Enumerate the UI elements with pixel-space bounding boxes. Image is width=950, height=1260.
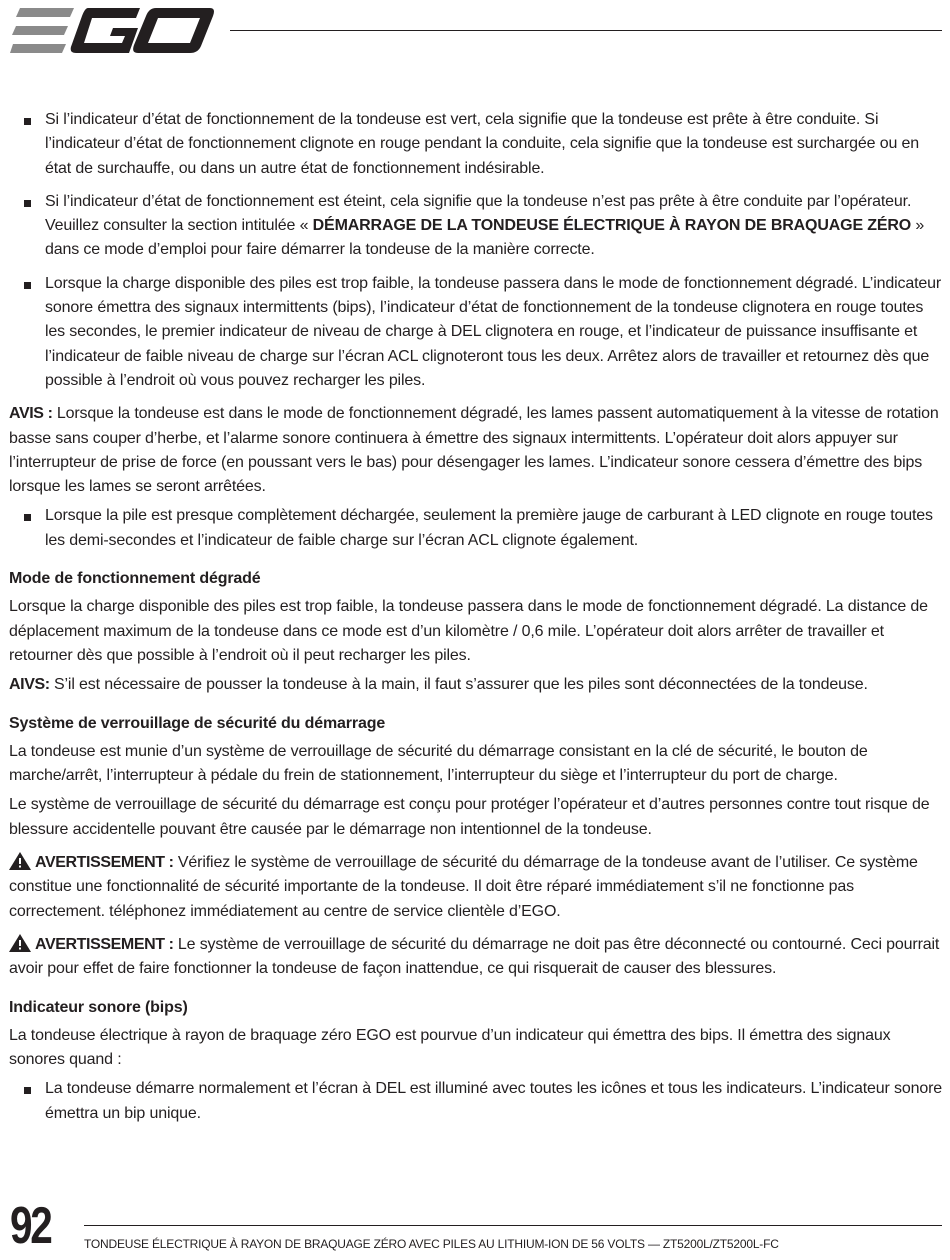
section-heading: Indicateur sonore (bips)	[9, 998, 188, 1016]
avis-note: AIVS: S’il est nécessaire de pousser la tondeuse à la main, il faut s’assurer que les piles sont déconnectées de la tondeuse.	[9, 676, 868, 694]
avis-note: AVIS : Lorsque la tondeuse est dans le mode de fonctionnement dégradé, les lames passent automatiquement à la vitesse de rotation basse sans couper d’herbe, et l’alarme sonore continuera à émettre des signaux intermittents. L’opérateur doit alors appuyer sur l’interrupteur de prise de force (en poussant vers le bas) pour désengager les lames. L’indicateur sonore cessera d’émettre des bips lorsque les lames se seront arrêtées.	[9, 405, 939, 496]
ego-logo	[10, 8, 214, 54]
header-divider	[230, 30, 942, 31]
paragraph: La tondeuse est munie d’un système de verrouillage de sécurité du démarrage consistant en la clé de sécurité, le bouton de marche/arrêt, l’interrupteur à pédale du frein de stationnement, l’interrupteur du siège et l’interrupteur du port de charge.	[9, 742, 868, 785]
paragraph: Le système de verrouillage de sécurité du démarrage est conçu pour protéger l’opérateur et d’autres personnes contre tout risque de blessure accidentelle pouvant être causée par le démarrage non intentionnel de la tondeuse.	[9, 796, 930, 838]
warning-triangle-icon	[9, 852, 31, 870]
paragraph: Lorsque la charge disponible des piles est trop faible, la tondeuse passera dans le mode de fonctionnement dégradé. La distance de déplacement maximum de la tondeuse dans ce mode est d’un kilomètre / 0,6 mile. L’opérateur doit alors arrêter de travailler et retourner dès que possible à l’endroit où il peut recharger les piles.	[9, 598, 928, 664]
page-number: 92	[10, 1197, 51, 1255]
avis-label: AVIS :	[9, 405, 53, 423]
list-item: La tondeuse démarre normalement et l’écran à DEL est illuminé avec toutes les icônes et tous les indicateurs. L’indicateur sonore émettra un bip unique.	[9, 1077, 943, 1126]
section-heading: Système de verrouillage de sécurité du démarrage	[9, 714, 386, 732]
page-content	[9, 108, 943, 1126]
page-header	[0, 0, 950, 60]
footer-divider	[84, 1225, 942, 1226]
list-item: Si l’indicateur d’état de fonctionnement est éteint, cela signifie que la tondeuse n’est pas prête à être conduite par l’opérateur. Veuillez consulter la section intitulée « DÉMARRAGE DE LA TONDEUSE ÉLECTRIQUE À RAYON DE BRAQUAGE ZÉRO » dans ce mode d’emploi pour faire démarrer la tondeuse de la manière correcte.	[9, 190, 943, 263]
footer-title: TONDEUSE ÉLECTRIQUE À RAYON DE BRAQUAGE ZÉRO AVEC PILES AU LITHIUM-ION DE 56 VOLTS — ZT5200L/ZT5200L-FC	[84, 1237, 779, 1251]
list-item: Lorsque la charge disponible des piles est trop faible, la tondeuse passera dans le mode de fonctionnement dégradé. L’indicateur sonore émettra des signaux intermittents (bips), l’indicateur d’état de fonctionnement de la tondeuse clignotera en rouge toutes les secondes, le premier indicateur de niveau de charge à DEL clignotera en rouge, et l’indicateur de puissance insuffisante et l’indicateur de faible niveau de charge sur l’écran ACL clignoteront tous les deux. Arrêtez alors de travailler et retournez dès que possible à l’endroit où vous pouvez recharger les piles.	[9, 272, 943, 393]
warning-triangle-icon	[9, 934, 31, 952]
warning-label: AVERTISSEMENT :	[35, 854, 174, 872]
note-label: AIVS:	[9, 676, 50, 694]
section-heading: Mode de fonctionnement dégradé	[9, 570, 261, 588]
list-item: Si l’indicateur d’état de fonctionnement de la tondeuse est vert, cela signifie que la tondeuse est prête à être conduite. Si l’indicateur d’état de fonctionnement clignote en rouge pendant la conduite, cela signifie que la tondeuse est surchargée ou en état de surchauffe, ou dans un autre état de fonctionnement indésirable.	[9, 108, 943, 181]
warning-label: AVERTISSEMENT :	[35, 935, 174, 953]
list-item: Lorsque la pile est presque complètement déchargée, seulement la première jauge de carburant à LED clignote en rouge toutes les demi-secondes et l’indicateur de faible charge sur l’écran ACL clignote également.	[9, 504, 943, 553]
paragraph: La tondeuse électrique à rayon de braquage zéro EGO est pourvue d’un indicateur qui émettra des bips. Il émettra des signaux sonores quand :	[9, 1026, 891, 1069]
section-reference: DÉMARRAGE DE LA TONDEUSE ÉLECTRIQUE À RAYON DE BRAQUAGE ZÉRO	[312, 217, 912, 235]
warning-note: AVERTISSEMENT : Le système de verrouillage de sécurité du démarrage ne doit pas être déconnecté ou contourné. Ceci pourrait avoir pour effet de faire fonctionner la tondeuse de façon inattendue, ce qui risquerait de causer des blessures.	[9, 935, 940, 978]
warning-note: AVERTISSEMENT : Vérifiez le système de verrouillage de sécurité du démarrage de la tondeuse avant de l’utiliser. Ce système constitue une fonctionnalité de sécurité importante de la tondeuse. Il doit être réparé immédiatement s’il ne fonctionne pas correctement. téléphonez immédiatement au centre de service clientèle d’EGO.	[9, 854, 918, 920]
